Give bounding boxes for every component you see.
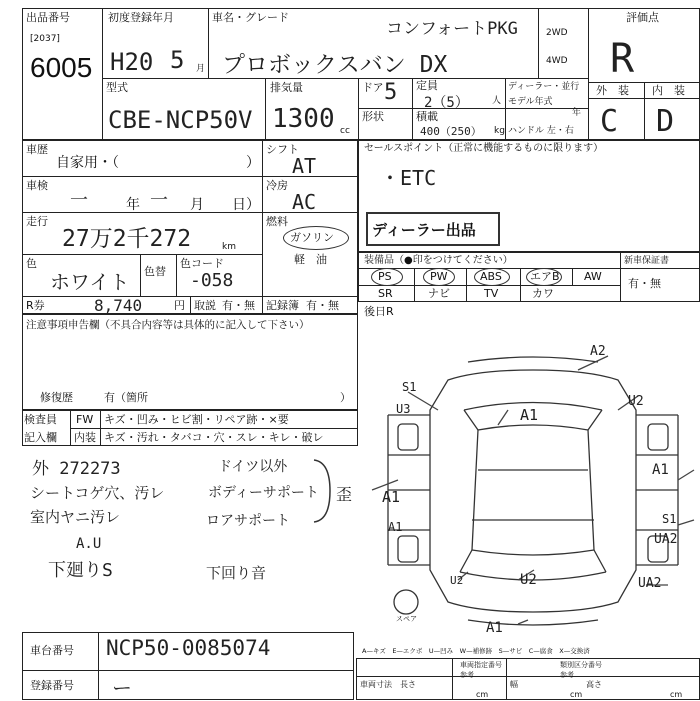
equip-airbag: エアB <box>530 270 560 283</box>
size-frame <box>356 658 700 700</box>
equip-tv: TV <box>484 287 499 300</box>
eval-score: R <box>610 36 635 82</box>
damage-mark-a2-top: A2 <box>590 344 606 359</box>
vehicle-size-label: 車両寸法 <box>360 680 392 689</box>
remark-right-mark: 歪 <box>336 485 353 504</box>
damage-mark-u2-right: U2 <box>628 394 644 409</box>
equip-leather: カワ <box>532 287 554 300</box>
registration-number: ー <box>112 676 132 700</box>
month-unit: 月 <box>196 64 206 74</box>
after-r-label: 後日R <box>364 305 394 318</box>
repair-history-close: ） <box>340 391 351 404</box>
color-label: 色 <box>26 257 37 270</box>
equip-airbag-circle <box>526 268 562 286</box>
equip-abs: ABS <box>480 270 502 283</box>
lot-number: 6005 <box>30 52 93 83</box>
inspection-year: 一 <box>70 190 88 211</box>
sales-point-1: ・ETC <box>380 166 437 190</box>
use-label: 車歴 <box>26 143 48 156</box>
first-registration-label: 初度登録年月 <box>108 11 174 24</box>
inspection-label: 車検 <box>26 179 48 192</box>
interior-grade: D <box>656 104 675 139</box>
damage-mark-u2-left: U2 <box>450 574 464 587</box>
inspection-month: 一 <box>150 190 168 211</box>
registration-number-label: 登録番号 <box>30 679 74 692</box>
equip-aw: AW <box>584 270 602 283</box>
chassis-number: NCP50-0085074 <box>106 636 271 660</box>
height-unit: cm <box>670 690 683 699</box>
equip-abs-circle <box>474 268 510 286</box>
damage-legend: A—キズ E—エクボ U—凹み W—補修跡 S—サビ C—腐食 X—交換済 <box>362 647 590 655</box>
dealer-stamp-text: ディーラー出品 <box>372 221 476 239</box>
lot-number-label: 出品番号 <box>26 11 70 24</box>
recycle-label: R券 <box>26 299 45 312</box>
ac-value: AC <box>292 190 317 214</box>
mileage-label: 走行 <box>26 215 48 228</box>
person-unit: 人 <box>492 96 502 106</box>
equip-ps: PS <box>378 270 392 283</box>
inspection-month-unit: 月 <box>190 197 204 213</box>
eval-score-label: 評価点 <box>626 11 659 24</box>
equip-sr: SR <box>378 287 393 300</box>
entry-label: 記入欄 <box>24 431 57 444</box>
recycle-value: 8,740 <box>94 296 143 315</box>
load-value: 400（250） <box>420 125 482 138</box>
record-book-value: 有・無 <box>306 299 339 312</box>
remark-line-2: シートコゲ穴、汚レ <box>30 484 165 502</box>
color-code: -058 <box>190 270 234 291</box>
use-close: ） <box>246 155 260 171</box>
damage-mark-a1-left: A1 <box>382 488 401 506</box>
fuel-gasoline-circle <box>283 226 349 250</box>
damage-mark-s1-left: S1 <box>402 380 417 394</box>
equip-navi: ナビ <box>428 287 450 300</box>
capacity-label: 定員 <box>416 79 438 92</box>
color-value: ホワイト <box>50 270 130 294</box>
sales-point-label: セールスポイント（正常に機能するものに限ります） <box>364 143 604 154</box>
damage-mark-ua2-right: UA2 <box>654 532 678 547</box>
exterior-items: キズ・凹み・ヒビ割・リペア跡・×要 <box>104 413 289 426</box>
new-car-warranty-label: 新車保証書 <box>624 256 670 266</box>
first-registration-era: H20 <box>110 48 154 76</box>
fuel-gasoline: ガソリン <box>290 231 334 244</box>
damage-mark-a1-rear: A1 <box>486 620 503 636</box>
owner-manual-value: 有・無 <box>222 299 255 312</box>
record-book-label: 記録簿 <box>266 299 299 312</box>
repair-history-label: 修復歴 <box>40 391 73 404</box>
handle-label: ハンドル 左・右 <box>508 126 574 136</box>
ref-specified-number: 車両指定番号 参考 <box>460 661 502 679</box>
shift-value: AT <box>292 154 317 178</box>
new-car-warranty-value: 有・無 <box>628 277 661 290</box>
model-year-label: モデル年式 <box>508 97 553 107</box>
drive-2wd: 2WD <box>546 28 568 38</box>
km-unit: km <box>222 242 236 252</box>
doors-value: 5 <box>384 80 398 105</box>
doors-label: ドア <box>362 81 384 94</box>
bracket-mark <box>312 456 336 526</box>
yen-unit: 円 <box>174 299 185 312</box>
repair-history-value: 有（箇所 <box>104 391 148 404</box>
damage-mark-a1-right: A1 <box>652 462 669 478</box>
color-code-label: 色コード <box>180 257 224 270</box>
remark-line-3: 室内ヤニ汚レ <box>30 508 121 526</box>
equipment-label: 装備品（●印をつけてください） <box>364 255 513 266</box>
shape-label: 形状 <box>362 110 384 123</box>
ref-type-number: 類別区分番号 参考 <box>560 661 602 679</box>
owner-manual-label: 取説 <box>194 299 216 312</box>
model-code: CBE-NCP50V <box>108 106 253 134</box>
car-name-label: 車名・グレード <box>212 11 289 24</box>
inspection-year-unit: 年 <box>126 197 140 213</box>
fuel-diesel: 軽 油 <box>294 253 327 266</box>
capacity-value: 2（5） <box>424 95 469 111</box>
damage-mark-u3: U3 <box>396 402 411 416</box>
remark-right-1: ドイツ以外 <box>218 459 288 475</box>
kg-unit: kg <box>494 126 505 136</box>
inspection-day-unit: 日） <box>232 197 260 213</box>
car-diagram <box>368 340 698 640</box>
interior-grade-label: 内 装 <box>652 84 685 97</box>
interior-items: キズ・汚れ・タバコ・穴・スレ・キレ・破レ <box>104 431 324 444</box>
equip-pw: PW <box>430 270 448 283</box>
remark-line-4: A.U <box>76 536 102 552</box>
exterior-grade: C <box>600 104 619 139</box>
displacement: 1300 <box>272 104 335 134</box>
damage-mark-s1-right: S1 <box>662 512 677 526</box>
car-name: プロボックスバン DX <box>222 52 448 78</box>
interior-items-label: 内装 <box>74 431 96 444</box>
length-unit: cm <box>476 690 489 699</box>
remark-line-1: 外 272273 <box>32 459 121 479</box>
exterior-grade-label: 外 装 <box>596 84 629 97</box>
remark-right-3: ロアサポート <box>206 513 290 529</box>
color-change-label: 色替 <box>144 265 166 278</box>
chassis-number-label: 車台番号 <box>30 644 74 657</box>
dealer-label: ディーラー・並行 <box>508 82 580 92</box>
spare-tire-label: スペア <box>396 615 417 623</box>
year-unit: 年 <box>572 108 582 118</box>
damage-mark-u2-rear: U2 <box>520 572 537 588</box>
load-label: 積載 <box>416 110 438 123</box>
height-label: 高さ <box>586 680 602 689</box>
notes-label: 注意事項申告欄（不具合内容等は具体的に記入して下さい） <box>26 319 310 331</box>
equip-ps-circle <box>371 268 403 286</box>
inspector-label: 検査員 <box>24 413 57 426</box>
mileage-value: 27万2千272 <box>62 226 192 252</box>
lot-sub-code: [2037] <box>30 34 60 44</box>
fuel-label: 燃料 <box>266 215 288 228</box>
damage-mark-ua2-rear: UA2 <box>638 576 662 591</box>
remark-right-4: 下回り音 <box>206 564 267 582</box>
cc-unit: cc <box>340 126 350 136</box>
displacement-label: 排気量 <box>270 81 303 94</box>
fw-label: FW <box>76 413 94 426</box>
use-value: 自家用・（ <box>56 155 119 171</box>
remark-right-2: ボディーサポート <box>208 485 319 501</box>
shift-label: シフト <box>266 143 299 156</box>
equip-pw-circle <box>423 268 455 286</box>
first-registration-month: 5 <box>170 46 185 74</box>
damage-mark-a1-side: A1 <box>388 520 403 534</box>
model-label: 型式 <box>106 81 128 94</box>
ac-label: 冷房 <box>266 179 288 192</box>
length-label: 長さ <box>400 680 416 689</box>
width-unit: cm <box>570 690 583 699</box>
drive-4wd: 4WD <box>546 56 568 66</box>
width-label: 幅 <box>510 680 518 689</box>
grade-note: コンフォートPKG <box>386 19 518 39</box>
remark-line-5: 下廻りS <box>48 560 113 581</box>
damage-mark-a1-roof: A1 <box>520 406 539 424</box>
